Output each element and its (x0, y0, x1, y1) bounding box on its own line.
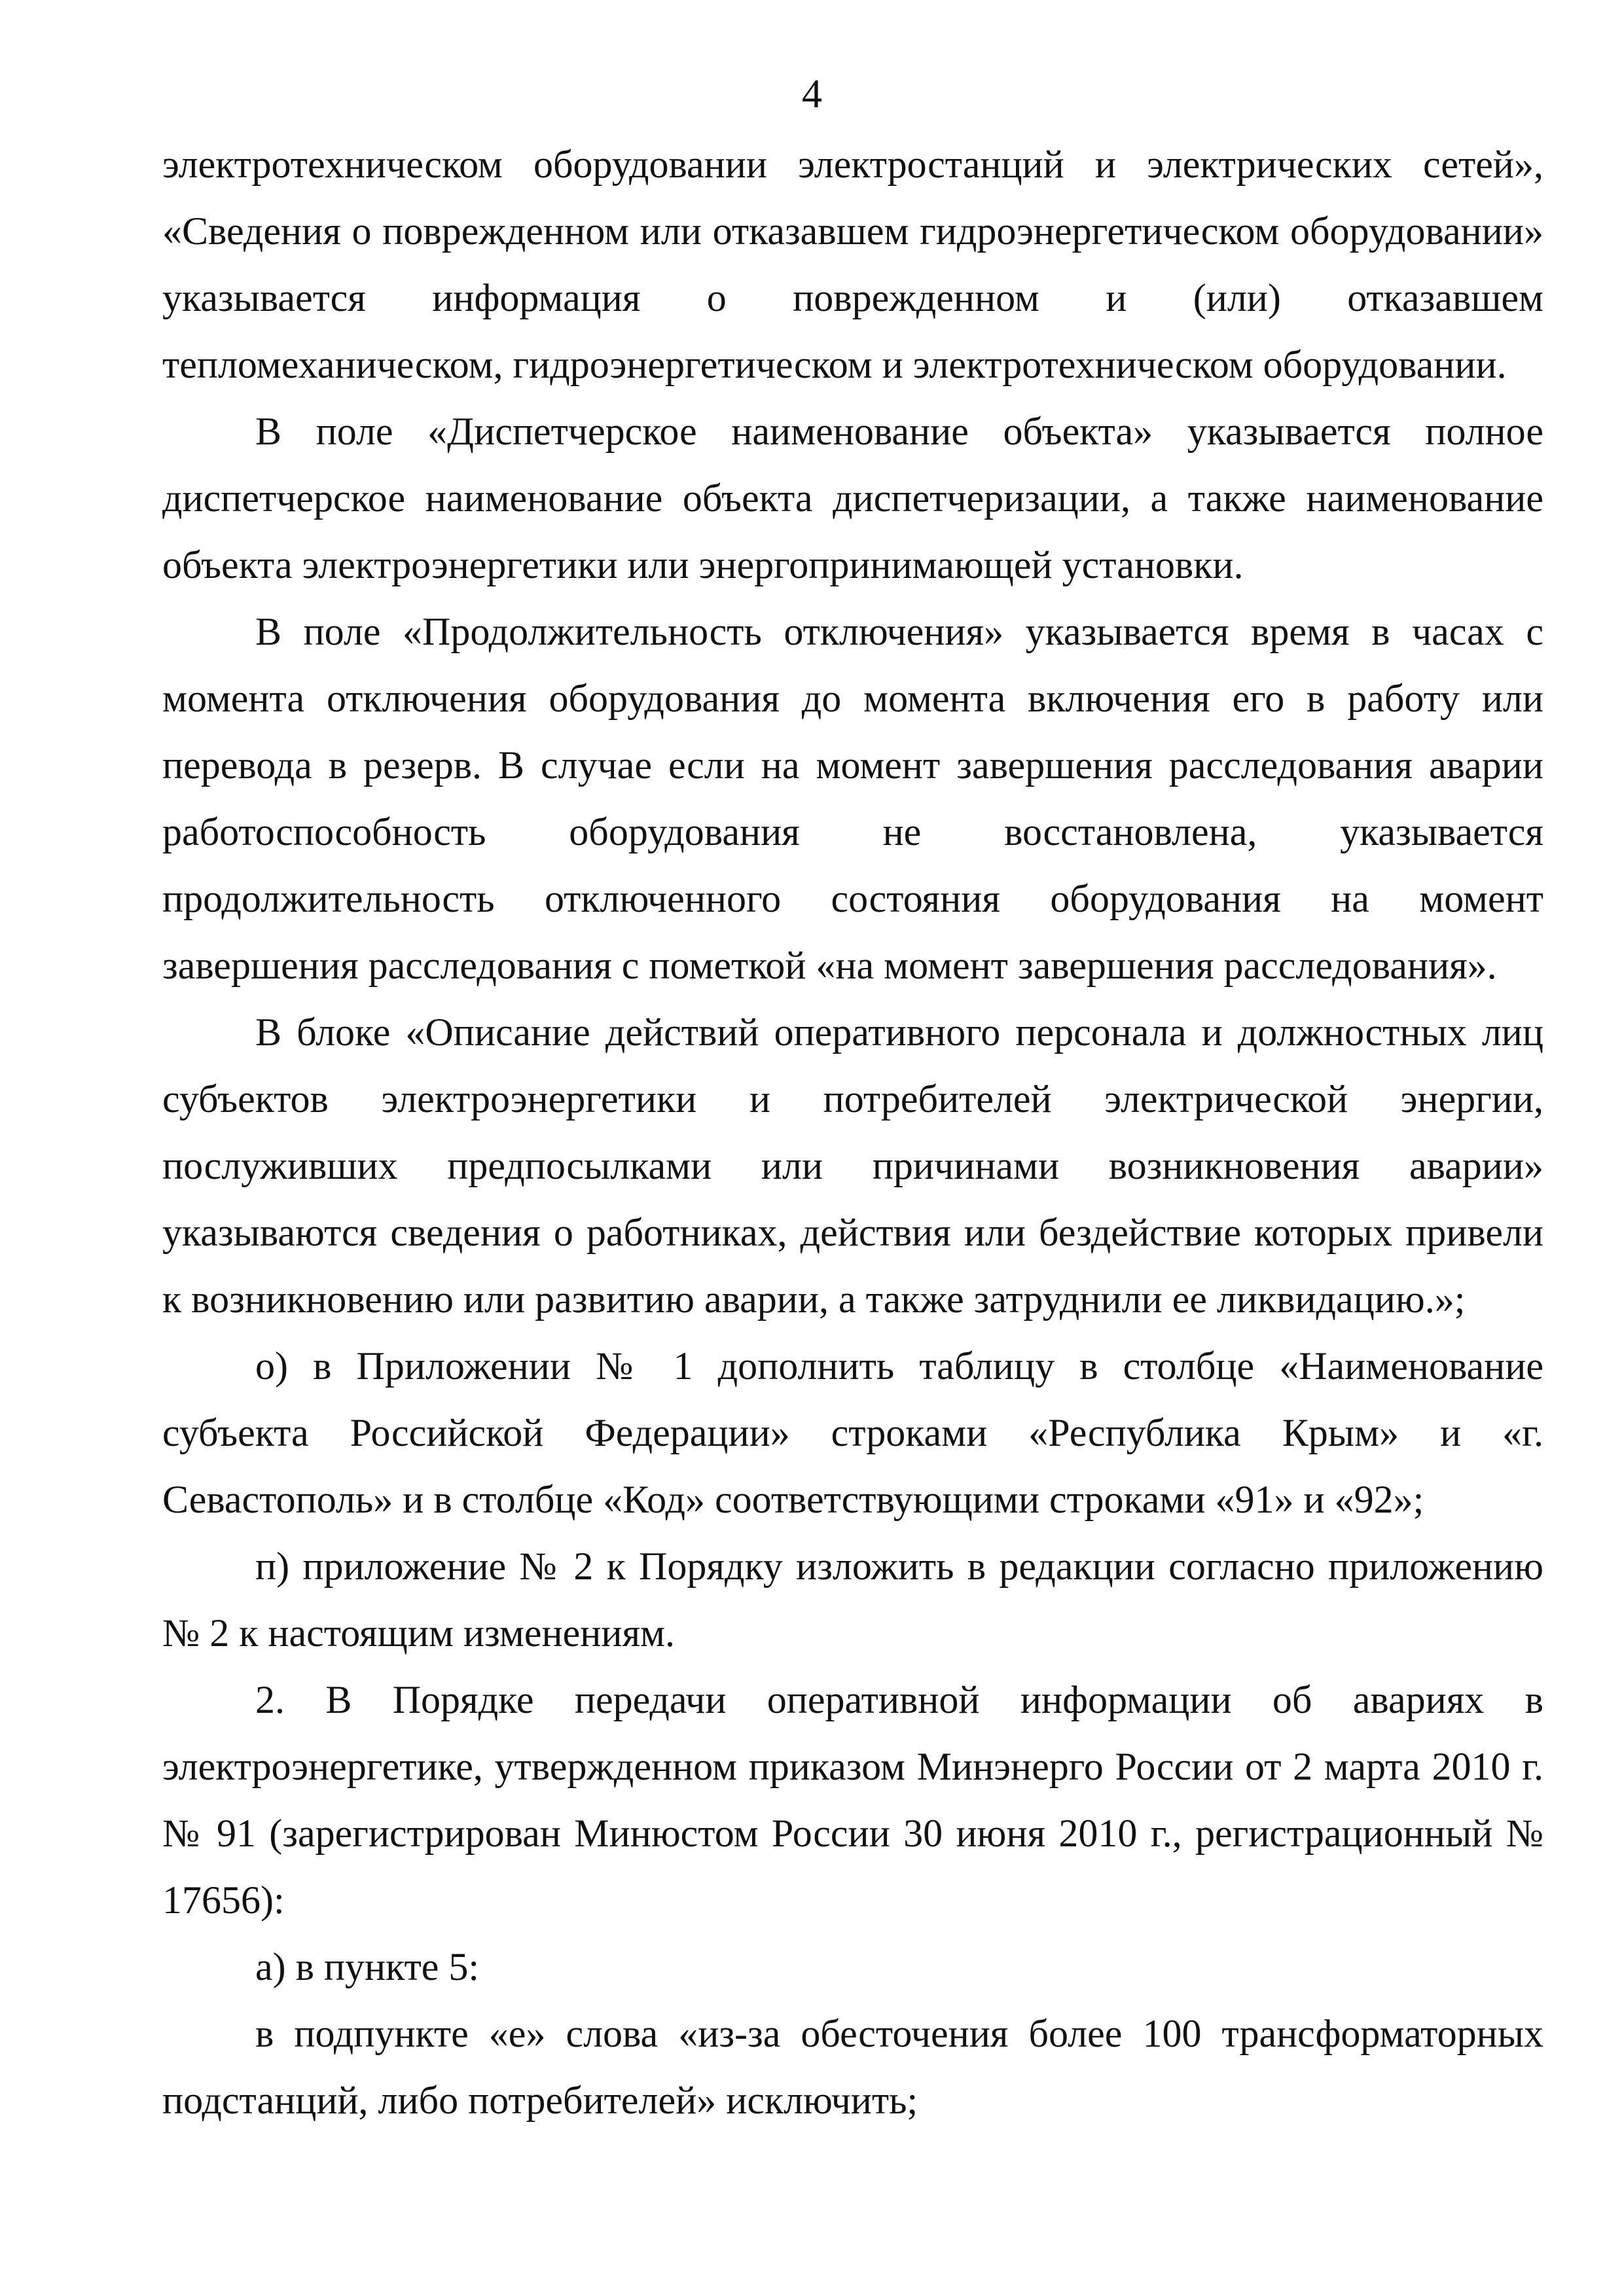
paragraph-item-a: а) в пункте 5: (255, 1945, 480, 1988)
paragraph-equipment-info: электротехническом оборудовании электростанций и электрических сетей», «Сведения о поврежденном или отказавшем гидроэнергетическом оборудовании» указывается информация о поврежденном и (или) отказавшем тепломеханическом, гидроэнергетическом и электротехническом оборудовании. (162, 143, 1543, 386)
paragraph-subitem-e: в подпункте «е» слова «из-за обесточения более 100 трансформаторных подстанций, либо потребителей» исключить; (162, 2012, 1543, 2122)
paragraph-personnel-actions: В блоке «Описание действий оперативного персонала и должностных лиц субъектов электроэнергетики и потребителей электрической энергии, послуживших предпосылками или причинами возникновения аварии» указываются сведения о работниках, действия или бездействие которых привели к возникновению или развитию аварии, а также затруднили ее ликвидацию.»; (162, 1011, 1543, 1321)
document-body (162, 131, 1543, 2134)
paragraph-item-o: о) в Приложении № 1 дополнить таблицу в столбце «Наименование субъекта Российской Федерации» строками «Республика Крым» и «г. Севастополь» и в столбце «Код» соответствующими строками «91» и «92»; (162, 1344, 1543, 1521)
paragraph-section-2: 2. В Порядке передачи оперативной информации об авариях в электроэнергетике, утвержденном приказом Минэнерго России от 2 марта 2010 г. № 91 (зарегистрирован Минюстом России 30 июня 2010 г., регистрационный № 17656): (162, 1678, 1543, 1922)
paragraph-outage-duration: В поле «Продолжительность отключения» указывается время в часах с момента отключения оборудования до момента включения его в работу или перевода в резерв. В случае если на момент завершения расследования аварии работоспособность оборудования не восстановлена, указывается продолжительность отключенного состояния оборудования на момент завершения расследования с пометкой «на момент завершения расследования». (162, 610, 1543, 987)
paragraph-item-p: п) приложение № 2 к Порядку изложить в редакции согласно приложению № 2 к настоящим изменениям. (162, 1545, 1543, 1655)
paragraph-dispatch-name: В поле «Диспетчерское наименование объекта» указывается полное диспетчерское наименование объекта диспетчеризации, а также наименование объекта электроэнергетики или энергопринимающей установки. (162, 410, 1543, 586)
page-number: 4 (802, 72, 822, 117)
